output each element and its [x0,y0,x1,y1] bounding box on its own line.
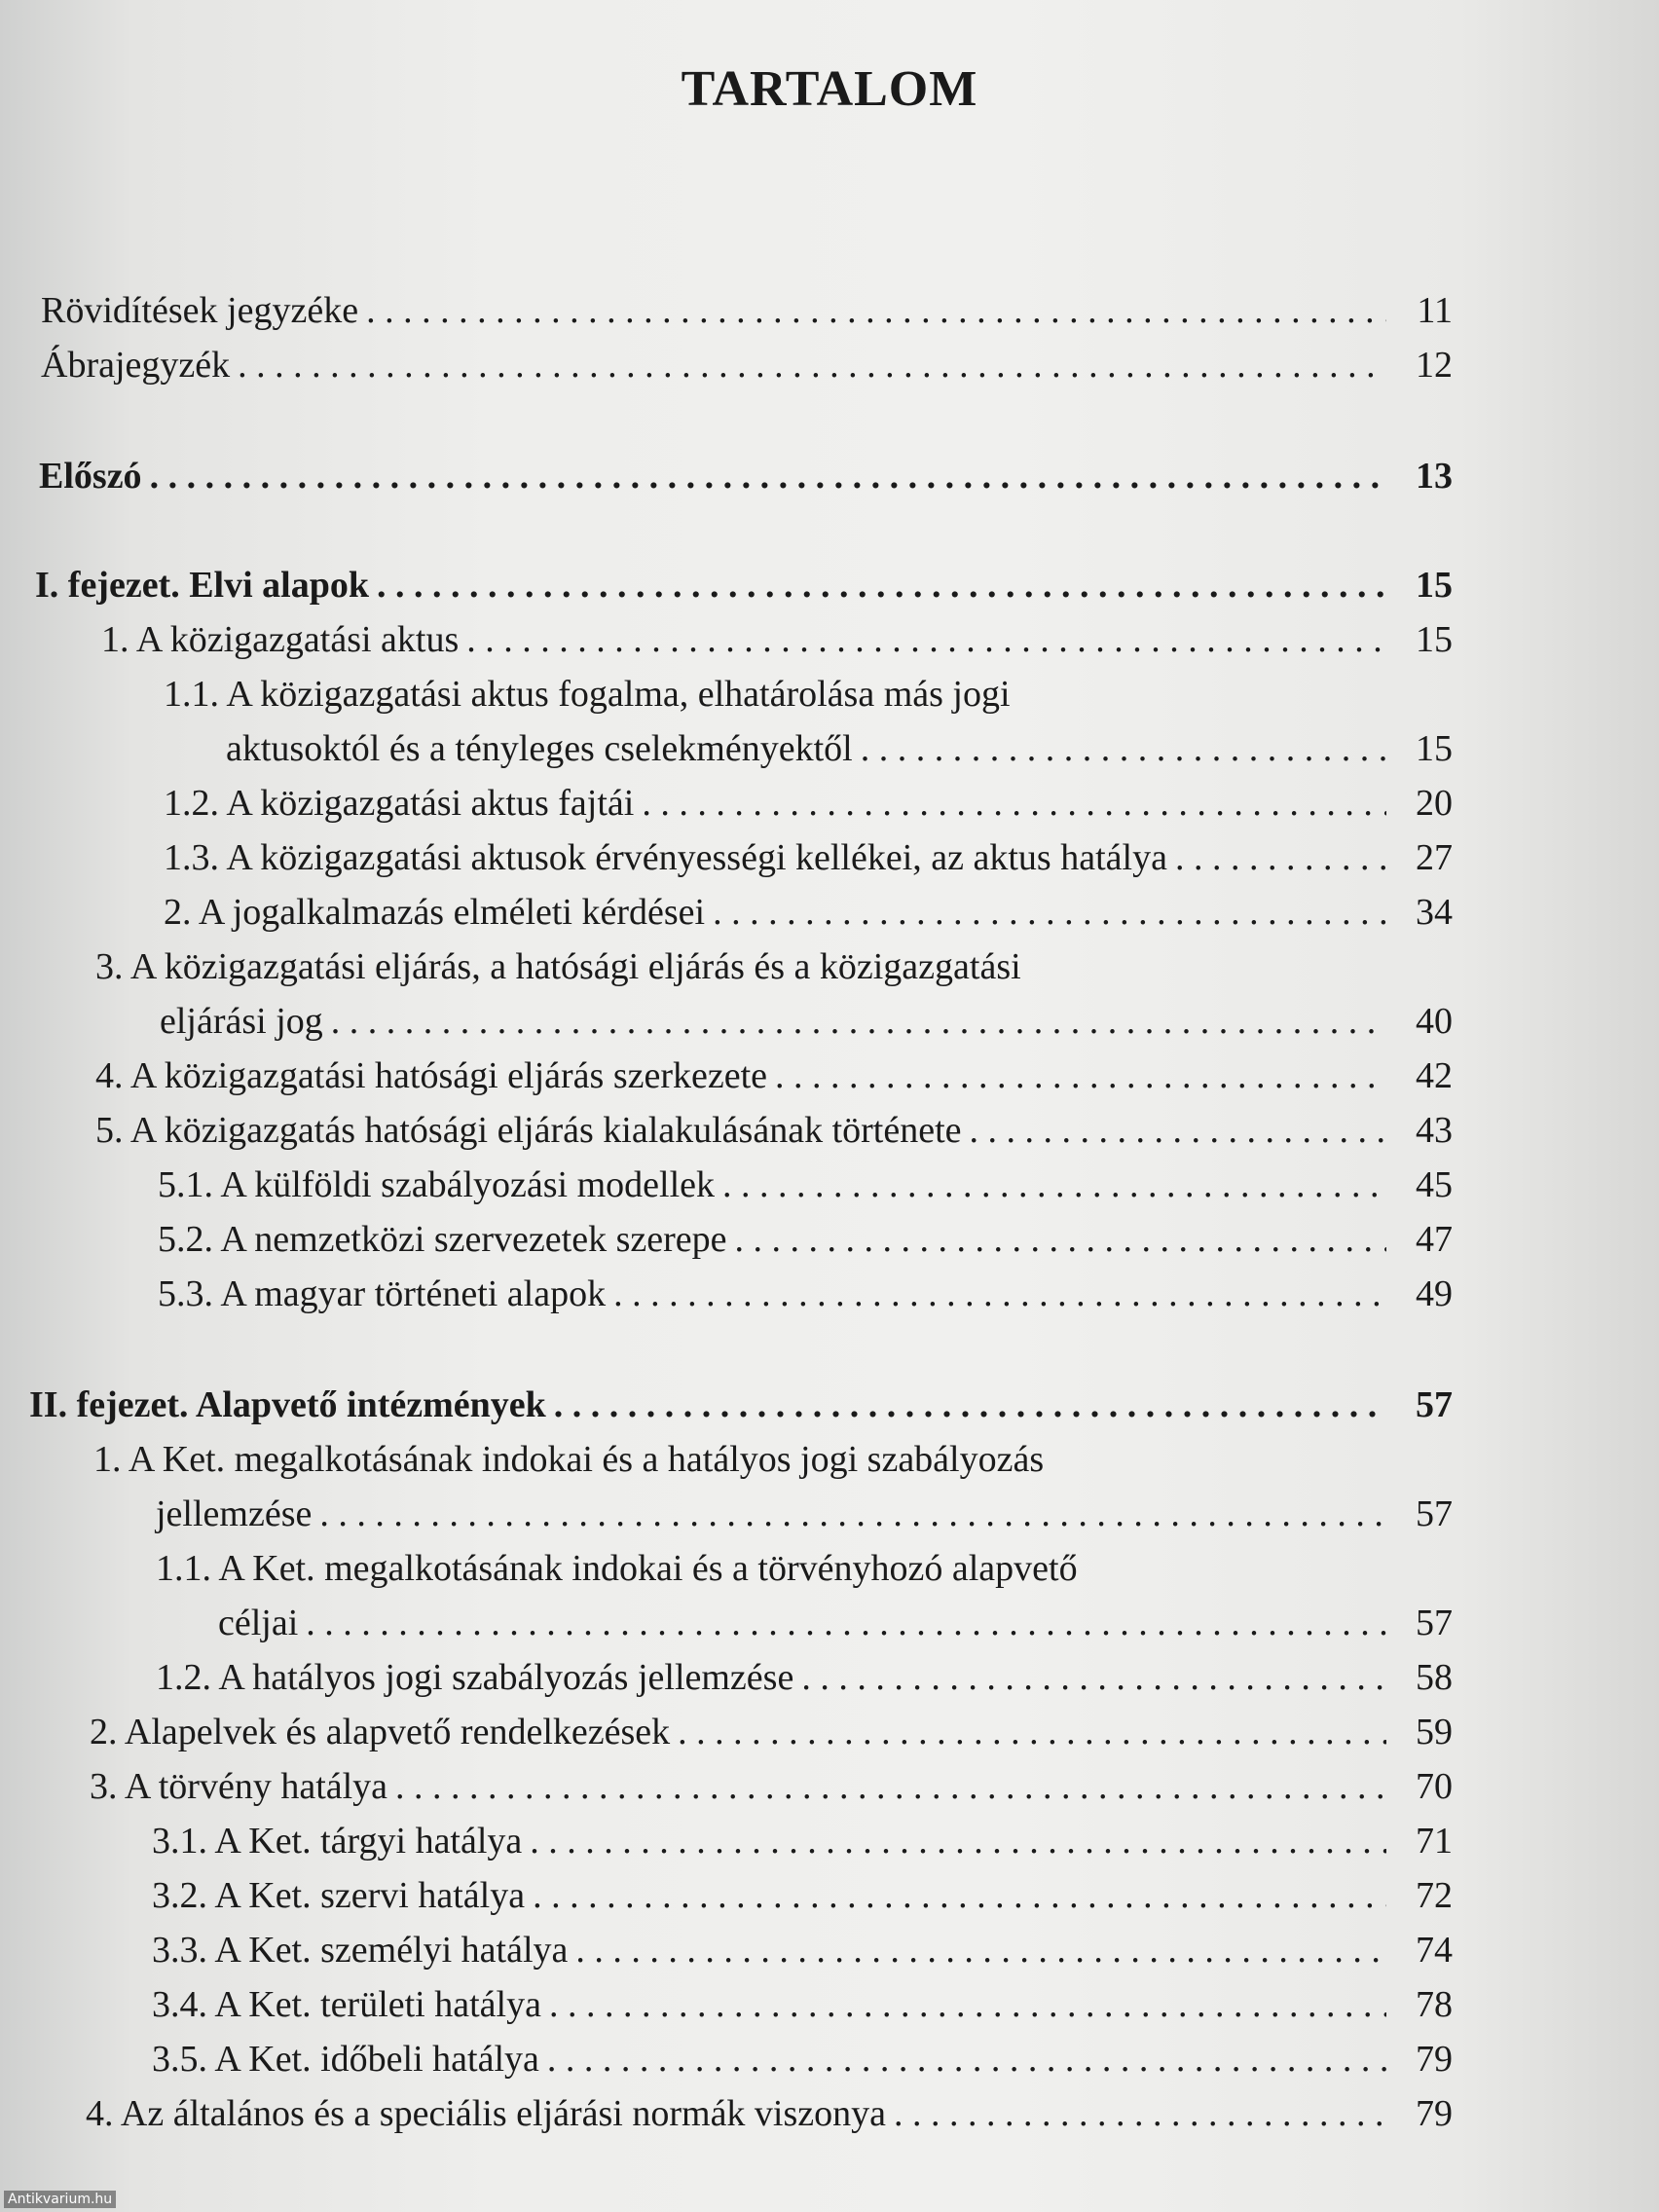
toc-entry-text: 5.2. A nemzetközi szervezetek szerepe [158,1219,727,1260]
toc-entry-subsection [158,1272,1453,1316]
toc-entry-text: 3.1. A Ket. tárgyi hatálya [152,1821,523,1862]
toc-entry-text: Rövidítések jegyzéke [41,290,359,331]
dot-leader [319,1492,1386,1536]
toc-page-number: 13 [1416,456,1453,497]
toc-page-number: 15 [1416,565,1453,606]
toc-entry-preface [39,454,1453,498]
dot-leader [547,2037,1386,2082]
dot-leader [613,1272,1386,1316]
toc-entry-section [86,2091,1453,2136]
dot-leader [861,726,1386,771]
toc-page-number: 27 [1416,837,1453,878]
toc-entry-text-line: 1. A Ket. megalkotásának indokai és a hatályos jogi szabályozás [93,1439,1045,1480]
toc-page-number: 72 [1416,1875,1453,1916]
toc-entry-subsection [164,781,1453,826]
toc-entry-text: 5. A közigazgatás hatósági eljárás kialakulásának története [95,1110,962,1151]
toc-entry-text: 3. A törvény hatálya [90,1766,388,1807]
toc-entry-subsection [164,890,1453,935]
toc-entry-subsection [152,1982,1453,2027]
toc-page-number: 42 [1416,1055,1453,1096]
toc-entry-text: 1.2. A hatályos jogi szabályozás jellemzése [156,1657,794,1698]
toc-page-number: 43 [1416,1110,1453,1151]
toc-entry-subsection [218,1601,1453,1645]
page-title: TARTALOM [681,61,978,117]
toc-entry-chapter-2 [29,1382,1453,1427]
toc-page-number: 57 [1416,1603,1453,1643]
toc-page-number: 57 [1416,1384,1453,1425]
toc-page-number: 47 [1416,1219,1453,1260]
toc-entry-text: 4. Az általános és a speciális eljárási normák viszonya [86,2093,887,2134]
toc-entry-text: Előszó [39,456,142,497]
toc-page-number: 79 [1416,2093,1453,2134]
toc-entry-text-line: 3. A közigazgatási eljárás, a hatósági eljárás és a közigazgatási [95,946,1021,987]
dot-leader [775,1053,1386,1098]
toc-entry-subsection [152,1819,1453,1863]
toc-entry-abbreviations [41,288,1453,333]
dot-leader [395,1764,1386,1809]
dot-leader [466,617,1386,662]
dot-leader [735,1217,1387,1262]
toc-entry-text: 1.3. A közigazgatási aktusok érvényességi kellékei, az aktus hatálya [164,837,1167,878]
toc-entry-text: 3.5. A Ket. időbeli hatálya [152,2039,539,2080]
toc-entry-text: céljai [218,1603,299,1643]
toc-entry-subsection [158,1162,1453,1207]
dot-leader [366,288,1386,333]
toc-entry-text: eljárási jog [160,1001,323,1042]
dot-leader [1175,835,1386,880]
toc-entry-text: 3.4. A Ket. területi hatálya [152,1984,541,2025]
toc-page-number: 79 [1416,2039,1453,2080]
toc-entry-text: 3.2. A Ket. szervi hatálya [152,1875,526,1916]
toc-entry-text-line: 1.1. A közigazgatási aktus fogalma, elhatárolása más jogi [164,674,1011,715]
dot-leader [722,1162,1386,1207]
toc-entry-text: 1.2. A közigazgatási aktus fajtái [164,783,635,824]
toc-entry-text: 5.1. A külföldi szabályozási modellek [158,1164,716,1205]
toc-entry-subsection [152,2037,1453,2082]
dot-leader [306,1601,1386,1645]
toc-entry-text: aktusoktól és a tényleges cselekményektől [226,728,853,769]
dot-leader [970,1108,1387,1153]
toc-page-number: 74 [1416,1930,1453,1971]
toc-entry-section [101,617,1453,662]
toc-entry-subsection [158,1217,1453,1262]
toc-page-number: 34 [1416,892,1453,933]
dot-leader [533,1873,1386,1918]
toc-entry-text: 1. A közigazgatási aktus [101,619,460,660]
toc-entry-subsection [226,726,1453,771]
toc-entry-section [95,1108,1453,1153]
toc-entry-text: jellemzése [156,1493,313,1534]
toc-page-number: 49 [1416,1273,1453,1314]
toc-entry-section [95,1053,1453,1098]
toc-entry-text: 3.3. A Ket. személyi hatálya [152,1930,569,1971]
dot-leader [642,781,1386,826]
toc-entry-text: I. fejezet. Elvi alapok [35,565,370,606]
toc-page-number: 45 [1416,1164,1453,1205]
toc-entry-section [90,1764,1453,1809]
toc-page-number: 15 [1416,619,1453,660]
dot-leader [150,454,1386,498]
toc-entry-text: II. fejezet. Alapvető intézmények [29,1384,546,1425]
toc-page-number: 58 [1416,1657,1453,1698]
watermark-label: Antikvarium.hu [4,2191,116,2208]
dot-leader [549,1982,1386,2027]
toc-entry-subsection [164,835,1453,880]
toc-page-number: 71 [1416,1821,1453,1862]
dot-leader [530,1819,1386,1863]
dot-leader [377,563,1386,608]
dot-leader [894,2091,1386,2136]
toc-page-number: 40 [1416,1001,1453,1042]
toc-entry-figures [41,343,1453,387]
toc-entry-text: 4. A közigazgatási hatósági eljárás szerkezete [95,1055,768,1096]
toc-entry-section [156,1492,1453,1536]
dot-leader [678,1710,1386,1754]
dot-leader [575,1928,1386,1972]
toc-entry-subsection [156,1655,1453,1700]
toc-page-number: 78 [1416,1984,1453,2025]
dot-leader [238,343,1386,387]
toc-entry-text: Ábrajegyzék [41,345,231,386]
dot-leader [713,890,1386,935]
toc-entry-section [90,1710,1453,1754]
toc-page-number: 59 [1416,1712,1453,1752]
dot-leader [331,999,1386,1044]
toc-entry-subsection [152,1873,1453,1918]
toc-page-number: 70 [1416,1766,1453,1807]
dot-leader [554,1382,1386,1427]
toc-page-number: 57 [1416,1493,1453,1534]
toc-entry-text: 2. Alapelvek és alapvető rendelkezések [90,1712,671,1752]
toc-page-number: 20 [1416,783,1453,824]
toc-entry-text: 5.3. A magyar történeti alapok [158,1273,607,1314]
toc-page-number: 15 [1416,728,1453,769]
toc-page-number: 12 [1416,345,1453,386]
dot-leader [801,1655,1386,1700]
toc-entry-text: 2. A jogalkalmazás elméleti kérdései [164,892,706,933]
toc-entry-chapter-1 [35,563,1453,608]
toc-entry-text-line: 1.1. A Ket. megalkotásának indokai és a törvényhozó alapvető [156,1548,1078,1589]
toc-entry-subsection [152,1928,1453,1972]
toc-page-number: 11 [1417,290,1453,331]
toc-entry-section [160,999,1453,1044]
